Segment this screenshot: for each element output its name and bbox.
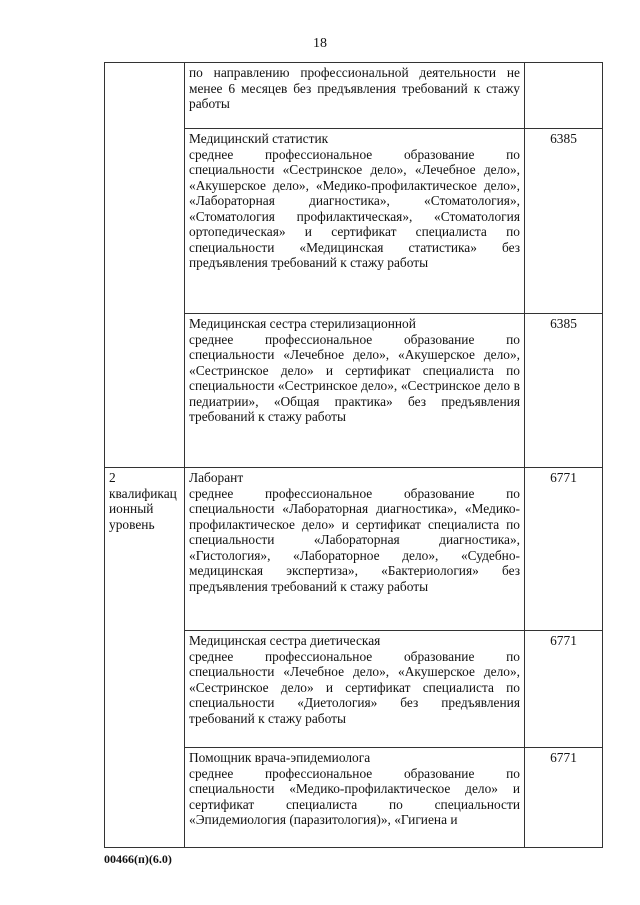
position-cell bbox=[185, 748, 525, 848]
qualification-level-label: 2 квалификац ионный уровень bbox=[109, 470, 177, 532]
table-row bbox=[105, 63, 603, 129]
requirement-text: среднее профессиональное образование по специальности «Медико-профилактическое дело» и сертификат специалиста по специальности «Эпидемиология (паразитология)», «Гигиена и bbox=[189, 765, 520, 827]
requirement-text: среднее профессиональное образование по специальности «Лабораторная диагностика», «Медико-профилактическое дело» и сертификат специалиста по специальности «Лабораторная диагностика», «Гистология», «Лабораторное дело», «Судебно-медицинская экспертиза», «Бактериология» без предъявления требований к стажу работы bbox=[189, 485, 520, 594]
salary-cell bbox=[525, 129, 603, 314]
requirement-text: среднее профессиональное образование по специальности «Лечебное дело», «Акушерское дело», «Сестринское дело» и сертификат специалиста по специальности «Диетология» без предъявления требований к стажу работы bbox=[189, 648, 520, 726]
position-cell bbox=[185, 314, 525, 468]
qualification-table-container bbox=[104, 62, 603, 848]
qualification-table bbox=[104, 62, 603, 848]
salary-cell bbox=[525, 314, 603, 468]
salary-value: 6385 bbox=[550, 131, 577, 146]
salary-cell bbox=[525, 748, 603, 848]
salary-value: 6771 bbox=[550, 470, 577, 485]
position-cell bbox=[185, 468, 525, 631]
salary-value: 6385 bbox=[550, 316, 577, 331]
position-cell bbox=[185, 129, 525, 314]
position-title: Лаборант bbox=[189, 470, 244, 485]
salary-value: 6771 bbox=[550, 633, 577, 648]
position-title: Медицинская сестра стерилизационной bbox=[189, 316, 416, 331]
salary-cell bbox=[525, 631, 603, 748]
requirement-text: по направлению профессиональной деятельности не менее 6 месяцев без предъявления требований к стажу работы bbox=[189, 65, 520, 111]
salary-cell bbox=[525, 63, 603, 129]
salary-cell bbox=[525, 468, 603, 631]
page-number: 18 bbox=[313, 36, 327, 51]
level-cell-empty bbox=[105, 63, 185, 468]
salary-value: 6771 bbox=[550, 750, 577, 765]
position-title: Медицинская сестра диетическая bbox=[189, 633, 381, 648]
requirement-text: среднее профессиональное образование по специальности «Сестринское дело», «Лечебное дело», «Акушерское дело», «Медико-профилактическое дело», «Лабораторная диагностика», «Стоматология», «Стоматология профилактическая», «Стоматология ортопедическая» и сертификат специалиста по специальности «Медицинская статистика» без предъявления требований к стажу работы bbox=[189, 146, 520, 270]
document-code: 00466(п)(6.0) bbox=[104, 852, 172, 866]
position-cell bbox=[185, 63, 525, 129]
position-cell bbox=[185, 631, 525, 748]
qualification-level-cell bbox=[105, 468, 185, 848]
requirement-text: среднее профессиональное образование по специальности «Лечебное дело», «Акушерское дело», «Сестринское дело» и сертификат специалиста по специальности «Сестринское дело», «Сестринское дело в педиатрии», «Общая практика» без предъявления требований к стажу работы bbox=[189, 331, 520, 424]
position-title: Помощник врача-эпидемиолога bbox=[189, 750, 371, 765]
position-title: Медицинский статистик bbox=[189, 131, 329, 146]
table-row bbox=[105, 468, 603, 631]
